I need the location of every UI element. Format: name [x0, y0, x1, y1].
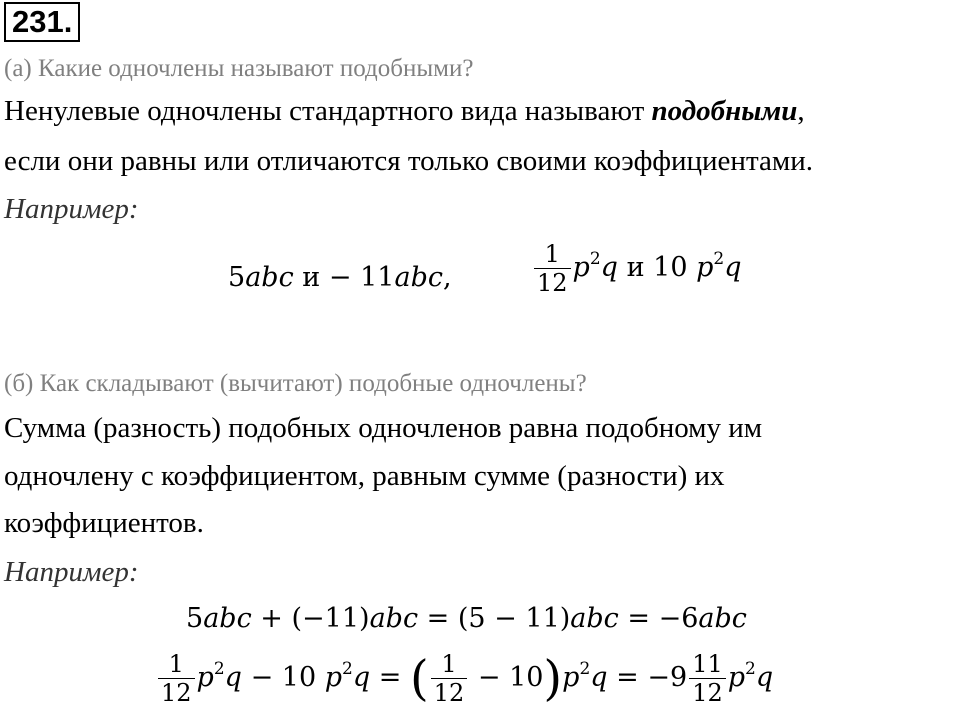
vars-abc: abc [570, 603, 619, 634]
plus-sign: + [260, 603, 283, 634]
left-paren: ( [409, 650, 429, 707]
fraction-denominator: 12 [431, 678, 468, 707]
var-q: q [724, 252, 742, 283]
exponent: 2 [579, 659, 591, 679]
vars-abc: abc [698, 603, 747, 634]
coef-5: 5 [228, 262, 246, 293]
minus-sign: − [477, 662, 501, 693]
equation-2 [156, 650, 773, 707]
answer-a-line2: если они равны или отличаются только своими коэффициентами. [4, 145, 813, 177]
fraction-11-12 [689, 650, 726, 707]
example-a-pair1 [228, 262, 452, 293]
var-q: q [224, 662, 242, 693]
conj-and: и [626, 252, 645, 283]
fraction-denominator: 12 [158, 678, 195, 707]
question-a: (а) Какие одночлены называют подобными? [4, 55, 474, 82]
exponent: 2 [589, 249, 601, 269]
coef-neg9: −9 [647, 662, 688, 693]
answer-b-line1: Сумма (разность) подобных одночленов равна подобному им [4, 412, 763, 444]
conj-and: и [302, 262, 321, 293]
fraction-1-12 [431, 650, 468, 707]
coef: (5 − 11) [457, 603, 571, 634]
fraction-numerator: 1 [544, 240, 560, 268]
equals-sign: = [378, 662, 402, 693]
exponent: 2 [745, 659, 756, 679]
exponent: 2 [342, 659, 353, 679]
coef: −6 [658, 603, 699, 634]
var-p: p [562, 662, 580, 693]
example-label-a: Например: [4, 193, 139, 225]
problem-number: 231. [4, 2, 80, 42]
equals-sign: = [627, 603, 651, 634]
vars-abc: abc [369, 603, 419, 634]
var-q: q [600, 252, 618, 283]
coef-10: 10 [653, 252, 688, 283]
minus-sign: − [250, 662, 274, 693]
coef-10: 10 [509, 662, 544, 693]
coef-11: 11 [360, 262, 395, 293]
equation-1 [186, 603, 747, 634]
coef: 5 [186, 603, 204, 634]
var-p: p [727, 662, 746, 693]
var-q: q [755, 662, 774, 693]
comma: , [442, 262, 452, 293]
var-p: p [572, 252, 590, 283]
var-p: p [324, 662, 343, 693]
answer-b-line2: одночлену с коэффициентом, равным сумме (разности) их [4, 460, 725, 492]
vars-abc: abc [245, 262, 294, 293]
equals-sign: = [616, 662, 639, 693]
fraction-numerator: 1 [168, 650, 184, 678]
fraction-numerator: 1 [441, 650, 457, 678]
example-a-pair2 [532, 240, 742, 297]
fraction-1-12 [534, 240, 571, 297]
right-paren: ) [543, 650, 563, 707]
exponent: 2 [213, 659, 225, 679]
answer-a-line1-start: Ненулевые одночлены стандартного вида называют [4, 95, 652, 127]
example-label-b: Например: [4, 556, 139, 588]
fraction-numerator: 11 [692, 650, 723, 678]
equals-sign: = [426, 603, 450, 634]
answer-a-line1-end: , [797, 95, 805, 127]
fraction-denominator: 12 [534, 268, 571, 297]
vars-abc: abc [203, 603, 252, 634]
var-p: p [696, 252, 714, 283]
var-q: q [590, 662, 608, 693]
var-q: q [352, 662, 371, 693]
coef-10: 10 [281, 662, 317, 693]
var-p: p [196, 662, 214, 693]
fraction-denominator: 12 [689, 678, 726, 707]
minus-sign: − [328, 262, 352, 293]
coef: (−11) [291, 603, 370, 634]
answer-a-line1 [4, 95, 805, 128]
exponent: 2 [713, 249, 725, 269]
term-similar: подобными [651, 95, 798, 127]
question-b: (б) Как складывают (вычитают) подобные одночлены? [4, 370, 587, 397]
fraction-1-12 [158, 650, 195, 707]
answer-b-line3: коэффициентов. [4, 507, 204, 539]
vars-abc: abc [394, 262, 443, 293]
